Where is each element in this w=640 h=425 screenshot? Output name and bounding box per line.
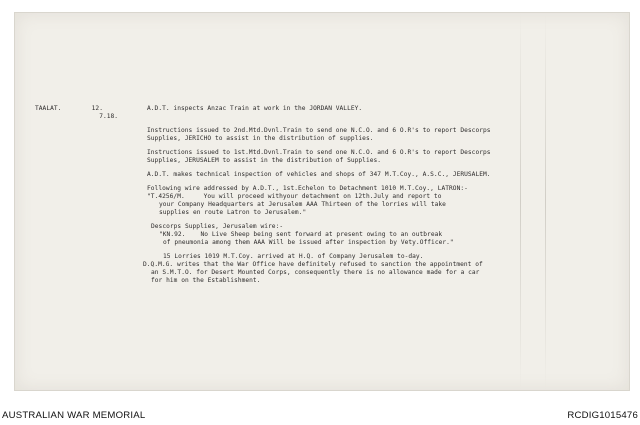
text-line: your Company Headquarters at Jerusalem AAA Thirteen of the lorries will take: [159, 201, 446, 208]
text-line: an S.M.T.O. for Desert Mounted Corps, consequently there is no allowance made for a car: [151, 269, 480, 276]
text-line: Instructions issued to 2nd.Mtd.Dvnl.Train to send one N.C.O. and 6 O.R's to report Descorps: [147, 127, 491, 134]
text-line: A.D.T. makes technical inspection of vehicles and shops of 347 M.T.Coy., A.S.C., JERUSALEM.: [147, 171, 491, 178]
text-line: A.D.T. inspects Anzac Train at work in the JORDAN VALLEY.: [147, 105, 363, 112]
text-line: "KN.92. No Live Sheep being sent forward at present owing to an outbreak: [159, 231, 443, 238]
heading-row: [35, 113, 620, 121]
text-line: Instructions issued to 1st.Mtd.Dvnl.Train to send one N.C.O. and 6 O.R's to report Descorps: [147, 149, 491, 156]
text-line: Supplies, JERICHO to assist in the distribution of supplies.: [147, 135, 374, 142]
date-day: 12.: [91, 105, 103, 112]
text-line: D.Q.M.G. writes that the War Office have definitely refused to sanction the appointment of: [143, 261, 483, 268]
text-line: of pneumonia among them AAA Will be issued after inspection by Vety.Officer.": [163, 239, 454, 246]
document-sheet: [14, 12, 630, 391]
text-line: Supplies, JERUSALEM to assist in the distribution of Supplies.: [147, 157, 382, 164]
place-label: TAALAT.: [35, 105, 62, 112]
text-line: Descorps Supplies, Jerusalem wire:-: [151, 223, 284, 230]
date-month-year: 7.18.: [99, 113, 119, 120]
archive-footer: [0, 410, 640, 424]
typed-text-block: [35, 105, 620, 285]
text-line: 15 Lorries 1019 M.T.Coy. arrived at H.Q. of Company Jerusalem to-day.: [163, 253, 424, 260]
text-line: supplies en route Latron to Jerusalem.": [159, 209, 307, 216]
heading-row: [35, 105, 620, 113]
text-line: "T.4256/M. You will proceed withyour detachment on 12th.July and report to: [147, 193, 442, 200]
text-line: for him on the Establishment.: [151, 277, 261, 284]
text-line: Following wire addressed by A.D.T., 1st.Echelon to Detachment 1010 M.T.Coy., LATRON:-: [147, 185, 468, 192]
archive-name: AUSTRALIAN WAR MEMORIAL: [2, 410, 146, 421]
record-id: RCDIG1015476: [567, 410, 638, 421]
